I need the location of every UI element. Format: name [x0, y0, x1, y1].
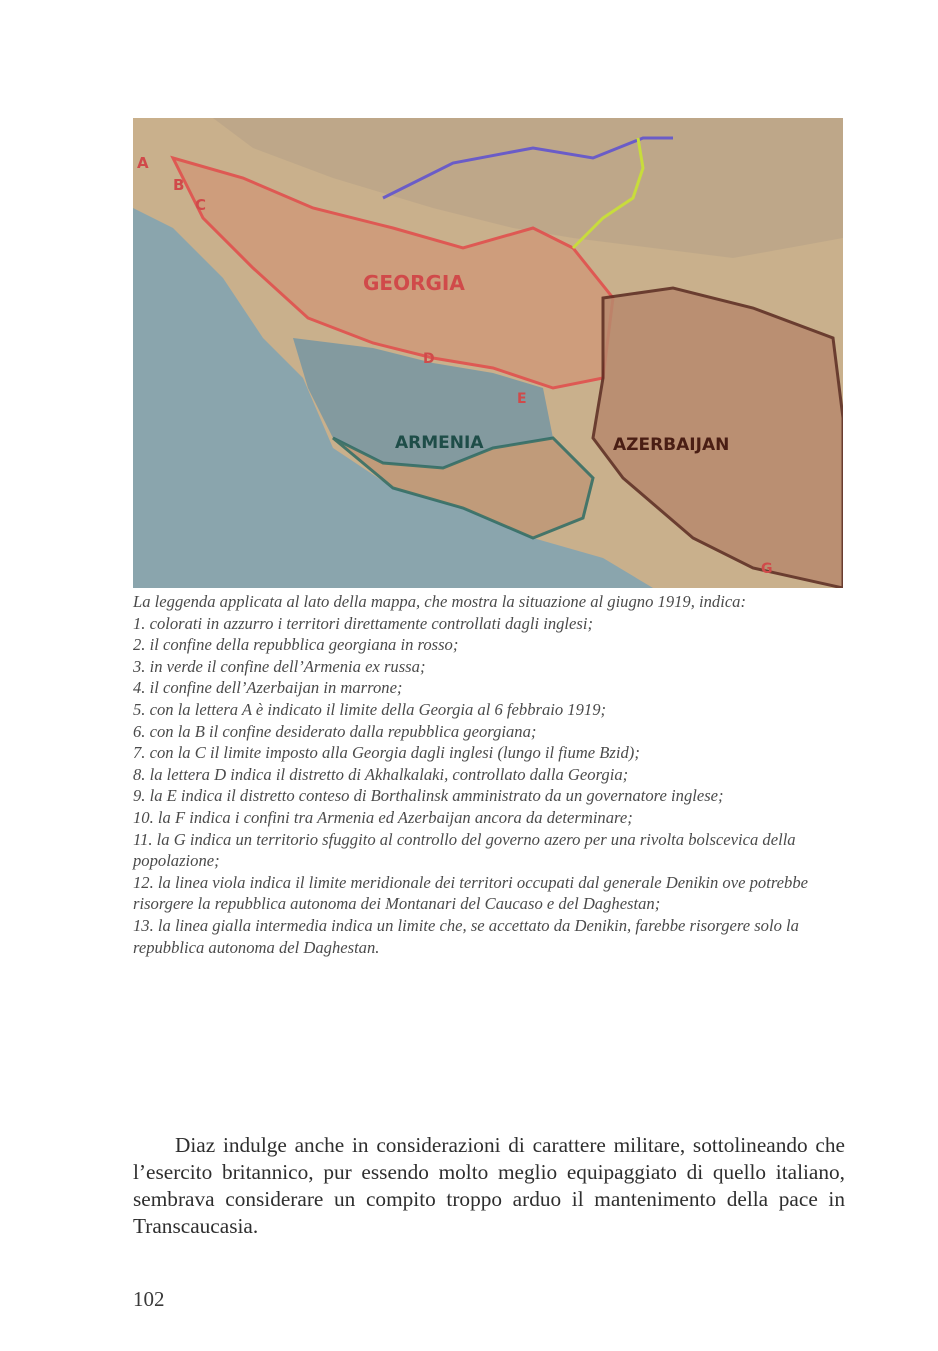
label-c: C	[195, 196, 207, 214]
caption-intro: La leggenda applicata al lato della mappa, che mostra la situazione al giugno 1919, indica:	[133, 592, 747, 611]
label-armenia: ARMENIA	[395, 433, 484, 453]
legend-item: 3. in verde il confine dell’Armenia ex russa;	[133, 656, 426, 676]
legend-item: 13. la linea gialla intermedia indica un limite che, se accettato da Denikin, farebbe risorgere solo la repubblica autonoma del Daghestan.	[133, 915, 799, 957]
legend-item: 4. il confine dell’Azerbaijan in marrone;	[133, 678, 403, 698]
body-paragraph: Diaz indulge anche in considerazioni di carattere militare, sottolineando che l’esercito britannico, pur essendo molto meglio equipaggiato di quello italiano, sembrava considerare un compito troppo arduo il mantenimento della pace in Transcaucasia.	[133, 1133, 845, 1238]
legend-item: 7. con la C il limite imposto alla Georgia dagli inglesi (lungo il fiume Bzid);	[133, 743, 640, 763]
page-number: 102	[133, 1287, 165, 1311]
label-azerbaijan: AZERBAIJAN	[613, 435, 730, 455]
label-georgia: GEORGIA	[363, 271, 465, 295]
map-photo	[133, 118, 843, 588]
map-caption	[133, 591, 845, 958]
label-b: B	[173, 176, 185, 194]
caption-legend-list	[133, 613, 845, 959]
legend-item: 5. con la lettera A è indicato il limite della Georgia al 6 febbraio 1919;	[133, 699, 607, 719]
legend-item: 12. la linea viola indica il limite meridionale dei territori occupati dal generale Denikin ove potrebbe risorgere la repubblica autonoma dei Montanari del Caucaso e del Daghestan;	[133, 872, 808, 914]
legend-item: 8. la lettera D indica il distretto di Akhalkalaki, controllato dalla Georgia;	[133, 764, 629, 784]
legend-item: 10. la F indica i confini tra Armenia ed Azerbaijan ancora da determinare;	[133, 807, 633, 827]
legend-item: 6. con la B il confine desiderato dalla repubblica georgiana;	[133, 721, 537, 741]
label-g: G	[761, 561, 773, 577]
caucasus-map	[133, 118, 843, 588]
label-e: E	[517, 391, 527, 407]
legend-item: 9. la E indica il distretto conteso di Borthalinsk amministrato da un governatore inglese;	[133, 786, 724, 806]
label-a: A	[137, 154, 149, 172]
label-d: D	[423, 351, 435, 367]
legend-item: 1. colorati in azzurro i territori direttamente controllati dagli inglesi;	[133, 613, 594, 633]
legend-item: 11. la G indica un territorio sfuggito al controllo del governo azero per una rivolta bolscevica della popolazione;	[133, 829, 796, 871]
legend-item: 2. il confine della repubblica georgiana in rosso;	[133, 635, 459, 655]
